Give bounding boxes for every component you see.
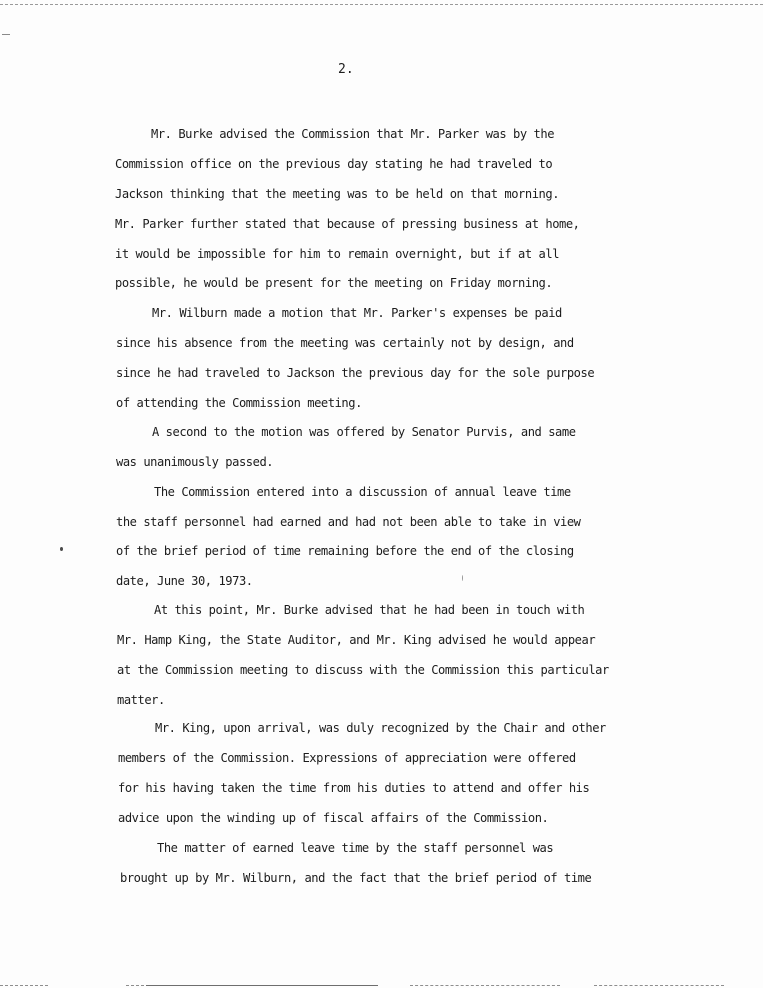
- text-line: for his having taken the time from his duties to attend and offer his: [118, 781, 590, 795]
- text-line: A second to the motion was offered by Senator Purvis, and same: [152, 425, 576, 439]
- text-line: the staff personnel had earned and had not been able to take in view: [116, 515, 581, 529]
- scan-edge-bottom: [594, 985, 724, 986]
- scan-edge-bottom: [126, 985, 144, 986]
- page-number: 2.: [338, 62, 354, 77]
- text-line: possible, he would be present for the meeting on Friday morning.: [115, 276, 553, 290]
- scan-edge-bottom: [0, 985, 48, 986]
- text-line: brought up by Mr. Wilburn, and the fact that the brief period of time: [120, 871, 592, 885]
- text-line: since his absence from the meeting was certainly not by design, and: [116, 336, 574, 350]
- text-line: Mr. Parker further stated that because of pressing business at home,: [115, 217, 580, 231]
- text-line: The matter of earned leave time by the staff personnel was: [157, 841, 554, 855]
- text-line: Mr. Hamp King, the State Auditor, and Mr. King advised he would appear: [117, 633, 596, 647]
- scan-mark: [2, 34, 10, 35]
- text-line: matter.: [117, 693, 165, 707]
- text-line: Mr. Burke advised the Commission that Mr. Parker was by the: [151, 127, 555, 141]
- text-line: of attending the Commission meeting.: [116, 396, 362, 410]
- scan-edge-top: [0, 4, 763, 5]
- text-line: since he had traveled to Jackson the previous day for the sole purpose: [116, 366, 595, 380]
- text-line: Jackson thinking that the meeting was to be held on that morning.: [115, 187, 560, 201]
- text-line: at the Commission meeting to discuss with the Commission this particular: [117, 663, 609, 677]
- scan-edge-bottom: [146, 985, 378, 986]
- text-line: members of the Commission. Expressions of appreciation were offered: [118, 751, 576, 765]
- text-line: Mr. Wilburn made a motion that Mr. Parker's expenses be paid: [152, 306, 562, 320]
- text-line: Commission office on the previous day stating he had traveled to: [115, 157, 553, 171]
- text-line: advice upon the winding up of fiscal affairs of the Commission.: [118, 811, 549, 825]
- text-line: At this point, Mr. Burke advised that he had been in touch with: [154, 603, 585, 617]
- text-line: Mr. King, upon arrival, was duly recognized by the Chair and other: [155, 721, 606, 735]
- text-line: The Commission entered into a discussion of annual leave time: [154, 485, 571, 499]
- scan-edge-bottom: [410, 985, 560, 986]
- text-line: date, June 30, 1973.: [116, 574, 253, 588]
- text-line: it would be impossible for him to remain overnight, but if at all: [115, 247, 560, 261]
- scan-speck: [462, 575, 463, 581]
- scan-speck: [60, 547, 63, 551]
- text-line: was unanimously passed.: [116, 455, 274, 469]
- text-line: of the brief period of time remaining before the end of the closing: [116, 544, 574, 558]
